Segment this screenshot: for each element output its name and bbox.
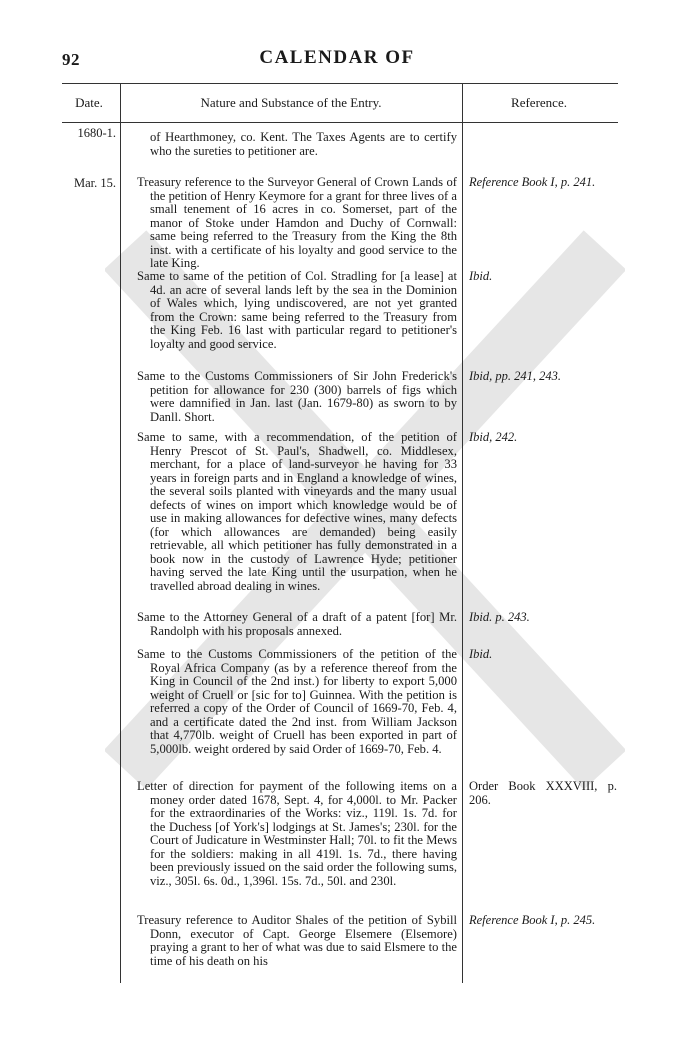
entry-reference xyxy=(469,611,617,625)
entry-text: Same to same, with a recommendation, of the petition of Henry Prescot of St. Paul's, Shadwell, co. Middlesex, merchant, for a place of land-surveyor he having for 33 years in foreign parts and in England a knowledge of wines, the several soils planted with vineyards and the many usual defects of wines on import which knowledge would be of use in making allowances for defective wines, many defects (for which allowances are demanded) being easily retrievable, all which petitioner has fully demonstrated in a book now in the custody of Lawrence Hyde; petitioner having served the late King until the usurpation, when he travelled abroad dealing in wines. xyxy=(137,430,457,593)
reference-text: Order Book XXXVIII, p. 206. xyxy=(469,779,617,807)
entry-text: Same to the Customs Commissioners of the petition of the Royal Africa Company (as by a reference thereof from the King in Council of the 2nd inst.) for liberty to export 5,000 weight of Cruell or [sic for to] Guinnea. With the petition is referred a copy of the Order of Council of 1669-70, Feb. 4, and a certificate dated the 2nd inst. from William Jackson that 4,770lb. weight of Cruell has been exported in part of 5,000lb. weight ordered by said Order of 1669-70, Feb. 4. xyxy=(137,647,457,756)
reference-text: Ibid, pp. 241, 243. xyxy=(469,369,562,383)
entry-reference xyxy=(469,270,617,284)
reference-text: Ibid. xyxy=(469,269,493,283)
entry-reference xyxy=(469,431,617,445)
column-header-nature: Nature and Substance of the Entry. xyxy=(200,95,382,110)
reference-text: Reference Book I, p. 241. xyxy=(469,175,596,189)
column-divider-reference xyxy=(462,83,463,983)
table-header-rule xyxy=(62,122,618,123)
column-header-reference: Reference. xyxy=(511,95,567,110)
entry-text: Treasury reference to Auditor Shales of the petition of Sybill Donn, executor of Capt. George Elsemere (Elsemore) praying a grant to her of what was due to said Elsmere to the time of his death on his xyxy=(137,913,457,968)
entry-text: Same to same of the petition of Col. Stradling for [a lease] at 4d. an acre of several lands left by the sea in the Dominion of Wales which, lying undiscovered, are not yet granted from the Crown: same being referred to the Treasury from the King Feb. 16 last with particular regard to petitioner's loyalty and good service. xyxy=(137,269,457,351)
page-number: 92 xyxy=(62,50,80,69)
entry-date: 1680-1. xyxy=(77,126,116,140)
reference-text: Reference Book I, p. 245. xyxy=(469,913,596,927)
entry-text: Letter of direction for payment of the following items on a money order dated 1678, Sept. 4, for 4,000l. to Mr. Packer for the extraordinaries of the Works: viz., 119l. 1s. 7d. for the Duchess [of York's] lodgings at St. James's; 230l. for the Court of Judicature in Westminster Hall; 70l. to fit the Mews for the soldiers: making in all 419l. 1s. 7d., there having been previously issued on the said order the following sums, viz., 305l. 6s. 0d., 1,396l. 15s. 7d., 50l. and 230l. xyxy=(137,779,457,888)
entry-reference xyxy=(469,648,617,662)
entry-reference xyxy=(469,914,617,928)
entry-text: Treasury reference to the Surveyor General of Crown Lands of the petition of Henry Keymore for a grant for three lives of a small tenement of 16 acres in co. Somerset, part of the manor of Stoke under Hamdon and Duchy of Cornwall: same being referred to the Treasury from the King the 8th inst. with a certificate of his loyalty and good service to the late King. xyxy=(137,175,457,270)
reference-text: Ibid. xyxy=(469,647,493,661)
entry-date: Mar. 15. xyxy=(73,176,116,190)
column-header-date: Date. xyxy=(75,95,103,110)
entry-reference xyxy=(469,176,617,190)
entry-reference xyxy=(469,370,617,384)
entry-reference xyxy=(469,780,617,807)
entry-text: Same to the Customs Commissioners of Sir John Frederick's petition for allowance for 230 (300) barrels of figs which were damnified in Jan. last (Jan. 1679-80) as sworn to by Danll. Short. xyxy=(137,369,457,424)
column-divider-date xyxy=(120,83,121,983)
reference-text: Ibid, 242. xyxy=(469,430,518,444)
entry-text: Same to the Attorney General of a draft of a patent [for] Mr. Randolph with his proposals annexed. xyxy=(137,610,457,638)
table-top-rule xyxy=(62,83,618,84)
page-title: CALENDAR OF xyxy=(259,47,415,68)
entry-text: of Hearthmoney, co. Kent. The Taxes Agents are to certify who the sureties to petitioner are. xyxy=(150,130,457,158)
reference-text: Ibid. p. 243. xyxy=(469,610,530,624)
